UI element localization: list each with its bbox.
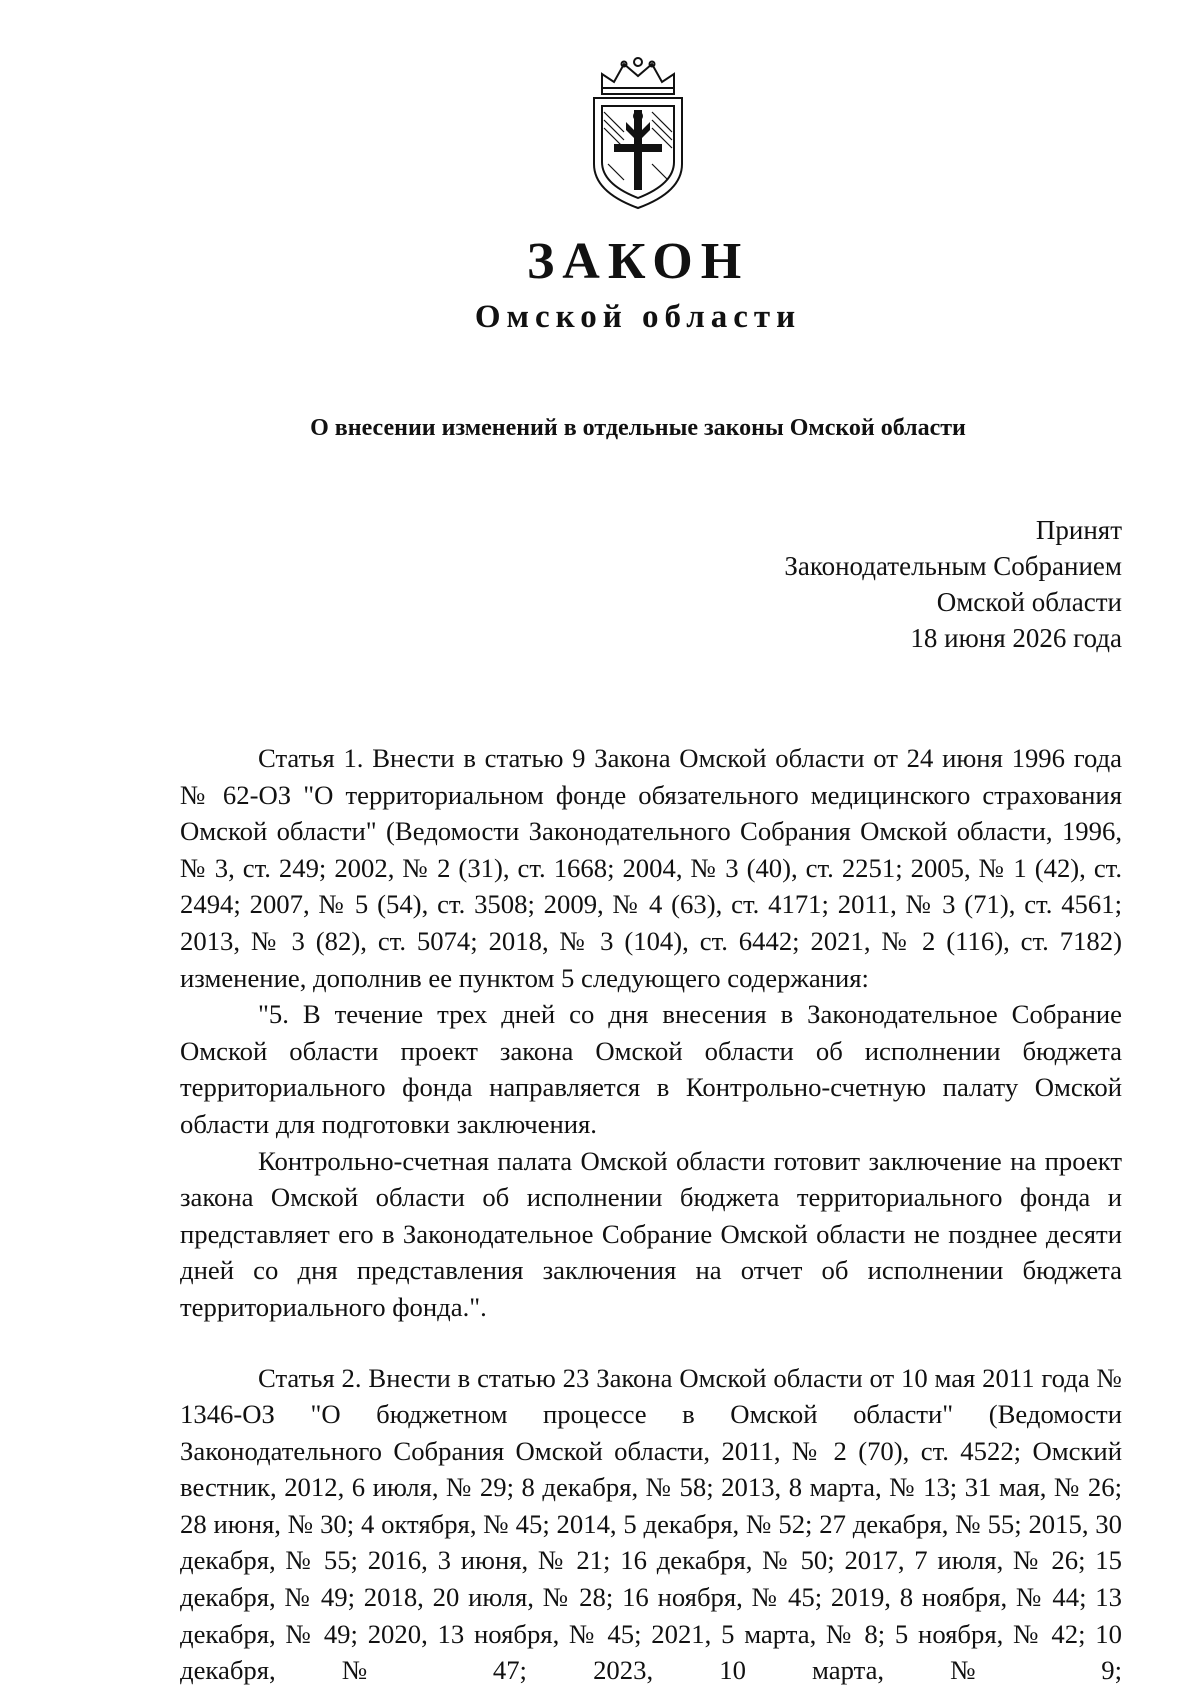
- article-2: Статья 2. Внести в статью 23 Закона Омской области от 10 мая 2011 года № 1346-ОЗ "О бюджетном процессе в Омской области" (Ведомости Законодательного Собрания Омской области, 2011, № 2 (70), ст. 4522; Омский вестник, 2012, 6 июля, № 29; 8 декабря, № 58; 2013, 8 марта, № 13; 31 мая, № 26; 28 июня, № 30; 4 октября, № 45; 2014, 5 декабря, № 52; 27 декабря, № 55; 2015, 30 декабря, № 55; 2016, 3 июня, № 21; 16 декабря, № 50; 2017, 7 июля, № 26; 15 декабря, № 49; 2018, 20 июля, № 28; 16 ноября, № 45; 2019, 8 ноября, № 44; 13 декабря, № 49; 2020, 13 ноября, № 45; 2021, 5 марта, № 8; 5 ноября, № 42; 10 декабря, № 47; 2023, 10 марта, № 9;: [180, 1362, 1122, 1686]
- adoption-line-region: Омской области: [936, 587, 1122, 617]
- law-name: О внесении изменений в отдельные законы Омской области: [310, 415, 966, 441]
- article-1: Статья 1. Внести в статью 9 Закона Омской области от 24 июня 1996 года № 62-ОЗ "О территориальном фонде обязательного медицинского страхования Омской области" (Ведомости Законодательного Собрания Омской области, 1996, № 3, ст. 249; 2002, № 2 (31), ст. 1668; 2004, № 3 (40), ст. 2251; 2005, № 1 (42), ст. 2494; 2007, № 5 (54), ст. 3508; 2009, № 4 (63), ст. 4171; 2011, № 3 (71), ст. 4561; 2013, № 3 (82), ст. 5074; 2018, № 3 (104), ст. 6442; 2021, № 2 (116), ст. 7182) изменение, дополнив ее пунктом 5 следующего содержания:: [180, 743, 1122, 993]
- article-1-clause-5: "5. В течение трех дней со дня внесения в Законодательное Собрание Омской области проект закона Омской области об исполнении бюджета территориального фонда направляется в Контрольно-счетную палату Омской области для подготовки заключения.: [180, 999, 1122, 1139]
- document-subtitle: Омской области: [474, 299, 802, 335]
- adoption-line-body: Законодательным Собранием: [784, 551, 1122, 581]
- law-body: [180, 740, 1122, 1689]
- adoption-date: 18 июня 2026 года: [910, 623, 1122, 653]
- article-1-clause-5-paragraph-2: Контрольно-счетная палата Омской области готовит заключение на проект закона Омской области об исполнении бюджета территориального фонда и представляет его в Законодательное Собрание Омской области не позднее десяти дней со дня представления заключения на отчет об исполнении бюджета территориального фонда.".: [180, 1145, 1122, 1322]
- document-title: ЗАКОН: [526, 233, 750, 290]
- adoption-block: [784, 512, 1122, 656]
- adoption-line-adopted: Принят: [1035, 515, 1122, 545]
- omsk-coat-of-arms-icon: [580, 52, 696, 214]
